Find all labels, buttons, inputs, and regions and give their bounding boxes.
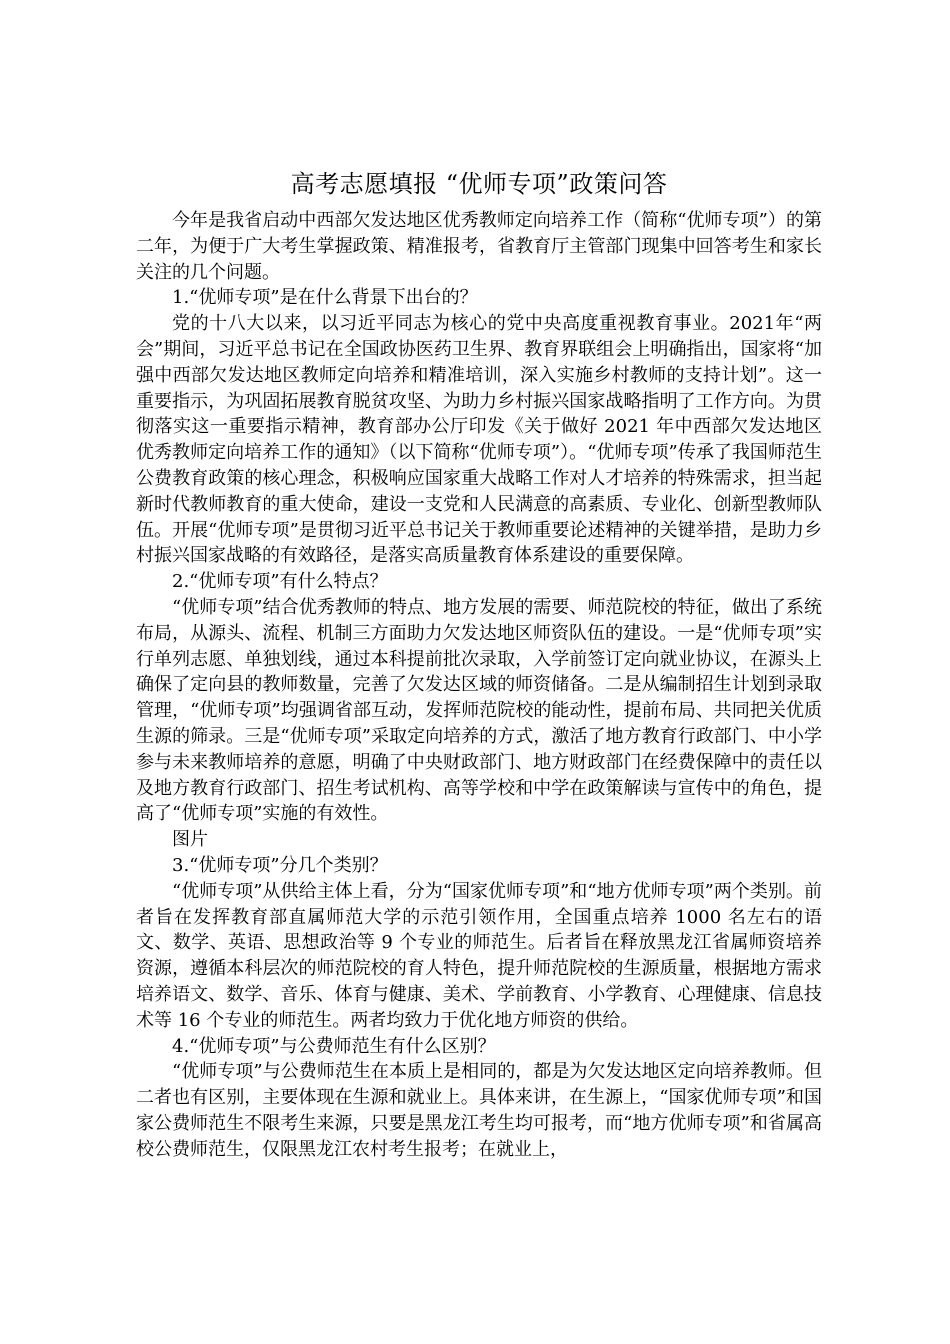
question-1-heading: 1.“优师专项”是在什么背景下出台的？ [172, 287, 478, 309]
answer-2-paragraph: “优师专项”结合优秀教师的特点、地方发展的需要、师范院校的特征，做出了系统布局，从源头、流程、机制三方面助力欠发达地区师资队伍的建设。一是“优师专项”实行单列志愿、单独划线，通过本科提前批次录取，入学前签订定向就业协议，在源头上确保了定向县的教师数量，完善了欠发达区域的师资储备。二是从编制招生计划到录取管理，“优师专项”均强调省部互动，发挥师范院校的能动性，提前布局、共同把关优质生源的筛录。三是“优师专项”采取定向培养的方式，激活了地方教育行政部门、中小学参与未来教师培养的意愿，明确了中央财政部门、地方财政部门在经费保障中的责任以及地方教育行政部门、招生考试机构、高等学校和中学在政策解读与宣传中的角色，提高了“优师专项”实施的有效性。 [136, 596, 822, 825]
question-2-heading: 2.“优师专项”有什么特点？ [172, 571, 388, 593]
image-placeholder-text: 图片 [172, 829, 208, 851]
document-body [136, 164, 822, 1162]
intro-paragraph: 今年是我省启动中西部欠发达地区优秀教师定向培养工作（简称“优师专项”）的第二年，为便于广大考生掌握政策、精准报考，省教育厅主管部门现集中回答考生和家长关注的几个问题。 [136, 210, 822, 283]
question-3-heading: 3.“优师专项”分几个类别？ [172, 854, 388, 876]
answer-4-paragraph: “优师专项”与公费师范生在本质上是相同的，都是为欠发达地区定向培养教师。但二者也有区别，主要体现在生源和就业上。具体来讲，在生源上，“国家优师专项”和国家公费师范生不限考生来源，只要是黑龙江考生均可报考，而“地方优师专项”和省属高校公费师范生，仅限黑龙江农村考生报考；在就业上， [136, 1061, 822, 1160]
answer-3-paragraph: “优师专项”从供给主体上看，分为“国家优师专项”和“地方优师专项”两个类别。前者旨在发挥教育部直属师范大学的示范引领作用，全国重点培养 1000 名左右的语文、数学、英语、思想政治等 9 个专业的师范生。后者旨在释放黑龙江省属师资培养资源，遵循本科层次的师范院校的育人特色，提升师范院校的生源质量，根据地方需求培养语文、数学、音乐、体育与健康、美术、学前教育、小学教育、心理健康、信息技术等 16 个专业的师范生。两者均致力于优化地方师资的供给。 [136, 880, 822, 1031]
document-title: 高考志愿填报 “优师专项”政策问答 [290, 170, 668, 198]
answer-1-paragraph: 党的十八大以来，以习近平同志为核心的党中央高度重视教育事业。2021年“两会”期间，习近平总书记在全国政协医药卫生界、教育界联组会上明确指出，国家将“加强中西部欠发达地区教师定向培养和精准培训，深入实施乡村教师的支持计划”。这一重要指示，为巩固拓展教育脱贫攻坚、为助力乡村振兴国家战略指明了工作方向。为贯彻落实这一重要指示精神，教育部办公厅印发《关于做好 2021 年中西部欠发达地区优秀教师定向培养工作的通知》（以下简称“优师专项”）。“优师专项”传承了我国师范生公费教育政策的核心理念，积极响应国家重大战略工作对人才培养的特殊需求，担当起新时代教师教育的重大使命，建设一支党和人民满意的高素质、专业化、创新型教师队伍。开展“优师专项”是贯彻习近平总书记关于教师重要论述精神的关键举措，是助力乡村振兴国家战略的有效路径，是落实高质量教育体系建设的重要保障。 [136, 313, 822, 567]
question-4-heading: 4.“优师专项”与公费师范生有什么区别？ [172, 1035, 496, 1057]
